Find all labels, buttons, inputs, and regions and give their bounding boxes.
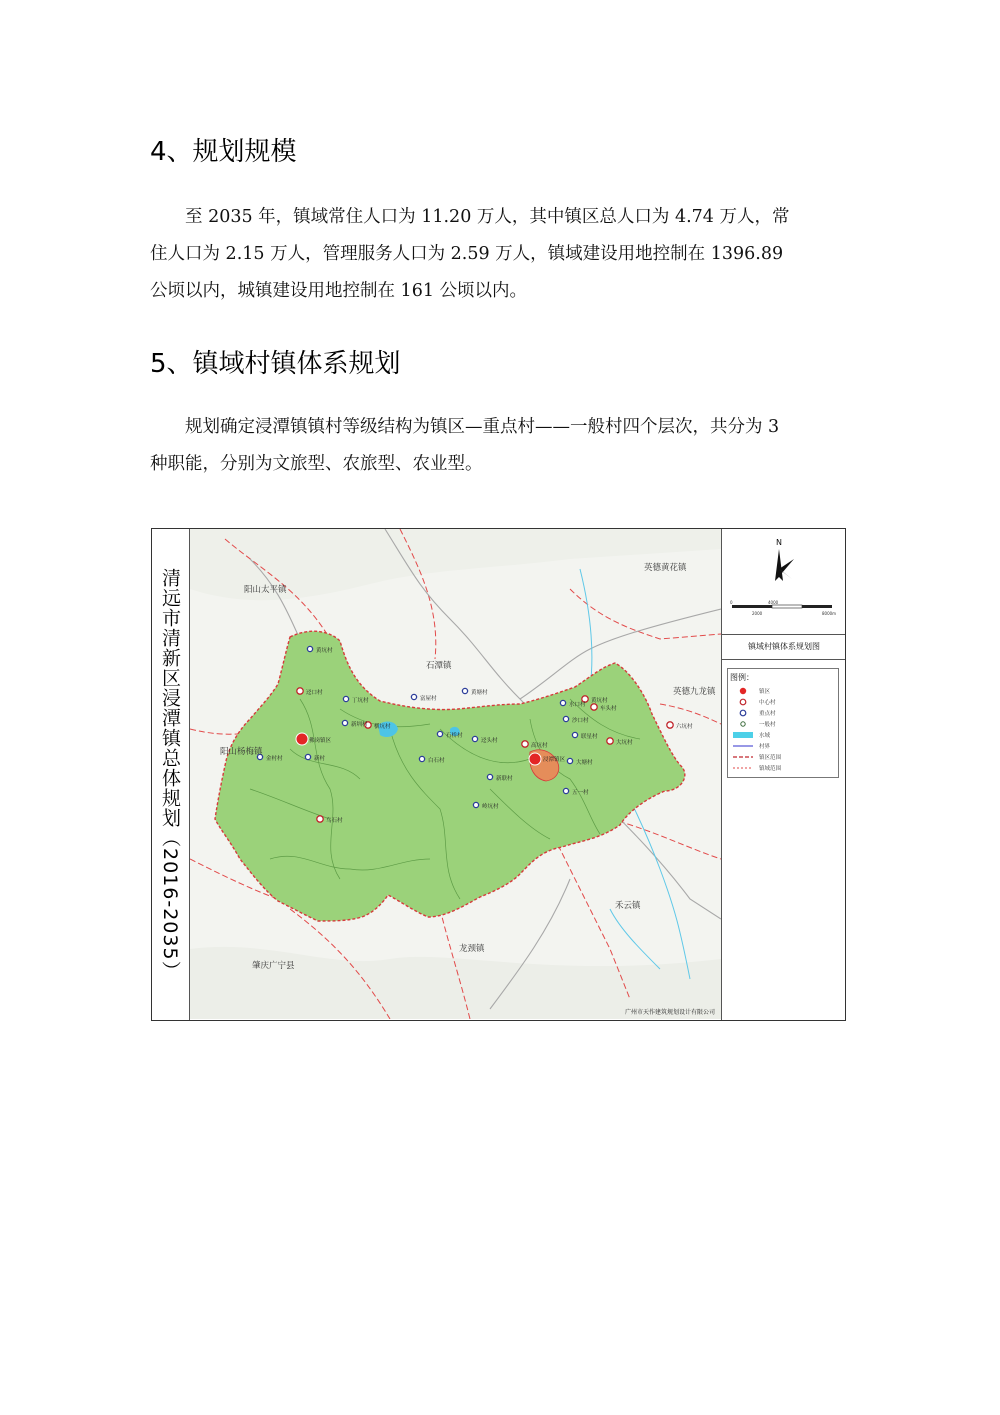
scale-label: 2000 [752,611,763,616]
town-center-marker [296,733,308,745]
village-label: 联星村 [581,734,598,740]
north-arrow-and-scale [722,529,846,619]
general-village-marker [462,688,467,693]
village-label: 金村村 [266,756,283,762]
legend-item-label: 水域 [759,732,771,739]
village-boundary-icon [732,742,754,750]
village-label: 石桥村 [446,733,463,739]
village-label: 黄塘村 [471,690,488,696]
scale-label: 0 [730,600,733,605]
map-title: 镇域村镇体系规划图 [748,642,820,651]
neighbor-label: 阳山太平镇 [244,585,287,595]
paragraph-line: 种职能，分别为文旅型、农旅型、农业型。 [150,454,483,474]
village-label: 横坑村 [374,724,391,730]
center-village-marker [522,741,528,747]
township-map [190,529,721,1019]
general-village-marker [473,802,478,807]
neighbor-label: 石潭镇 [426,661,452,671]
town-icon [732,687,754,695]
general-village-marker [563,716,568,721]
village-label: 大坑村 [616,740,633,746]
general-village-marker [305,754,310,759]
section-4-heading: 4、规划规模 [150,137,297,167]
village-label: 富屋村 [420,696,437,702]
legend-item [732,763,781,772]
center-icon [732,698,754,706]
legend-item-label: 中心村 [759,699,776,706]
village-label: 丁坑村 [352,698,369,704]
legend-item [732,752,781,761]
figure-vertical-title-strip [152,529,190,1020]
figure-credit: 广州市天作建筑规划设计有限公司 [624,1009,715,1016]
section-5-paragraph [150,409,850,483]
section-4-paragraph [150,199,850,310]
legend-item-label: 重点村 [759,710,776,717]
general-village-marker [342,720,347,725]
village-label: 黄坑村 [591,698,608,704]
legend-item [732,719,776,728]
general-village-marker [563,788,568,793]
scale-label: 4000 [768,600,779,605]
paragraph-line: 至 2035 年，镇域常住人口为 11.20 万人，其中镇区总人口为 4.74 万人，常 [185,207,790,227]
legend-item [732,741,770,750]
village-label: 黄坑村 [316,648,333,654]
village-label: 高坑村 [531,743,548,749]
water-icon [732,731,754,739]
village-label: 佛岗镇区 [309,738,332,744]
general-village-marker [411,694,416,699]
township-boundary-icon [732,764,754,772]
general-village-marker [567,758,572,763]
village-label: 迳口村 [306,690,323,696]
north-arrow-icon [775,549,783,581]
general-village-marker [343,696,348,701]
village-label: 车头村 [600,706,617,712]
neighbor-label: 英德黄花镇 [644,563,687,573]
paragraph-line: 公顷以内，城镇建设用地控制在 161 公顷以内。 [150,281,528,301]
village-label: 水口村 [569,702,586,708]
legend-item [732,730,770,739]
scale-bar-segment [732,605,772,608]
village-label: 新村 [314,756,326,762]
village-label: 白石村 [428,758,445,764]
legend-item [732,697,776,706]
village-label: 五一村 [572,790,589,796]
north-label: N [776,538,782,547]
general-village-marker [572,732,577,737]
scale-label: 8000m [822,611,837,616]
planning-map-figure [151,528,846,1021]
village-label: 迳头村 [481,738,498,744]
general-village-marker [472,736,477,741]
legend-divider [722,659,846,660]
general-village-marker [307,646,312,651]
village-label: 大塘村 [576,760,593,766]
center-village-marker [317,816,323,822]
legend-item-label: 村界 [759,743,771,750]
key-icon [732,709,754,717]
neighbor-label: 阳山杨梅镇 [220,747,263,757]
center-village-marker [607,738,613,744]
village-label: 浸潭镇区 [543,757,566,763]
village-label: 岭坑村 [482,804,499,810]
legend-item [732,686,770,695]
town-extent-icon [732,753,754,761]
general-village-marker [487,774,492,779]
legend-item-label: 镇域范围 [759,765,782,772]
center-village-marker [297,688,303,694]
legend-heading: 图例： [730,673,754,682]
general-village-marker [419,756,424,761]
figure-vertical-title: 清远市清新区浸潭镇总体规划（2016-2035） [159,568,181,981]
village-label: 六坑村 [676,724,693,730]
legend-item-label: 一般村 [759,721,776,728]
neighbor-label: 英德九龙镇 [673,687,716,697]
section-5-heading: 5、镇域村镇体系规划 [150,349,401,379]
village-label: 新圳村 [351,722,368,728]
legend-item-label: 镇区范围 [759,754,782,761]
neighbor-label: 肇庆广宁县 [252,961,295,971]
village-label: 新联村 [496,776,513,782]
center-village-marker [591,704,597,710]
scale-bar-segment [802,605,832,608]
scale-bar-segment [772,605,802,608]
legend-item [732,708,776,717]
neighbor-label: 龙颈镇 [459,944,485,954]
map-legend-panel [721,529,846,1021]
general-village-marker [560,700,565,705]
village-label: 沙口村 [572,718,589,724]
paragraph-line: 规划确定浸潭镇镇村等级结构为镇区—重点村——一般村四个层次，共分为 3 [185,417,780,437]
legend-divider [722,634,846,635]
legend-item-label: 镇区 [759,688,771,695]
neighbor-label: 禾云镇 [615,901,641,911]
compass-rose-icon [779,559,794,573]
paragraph-line: 住人口为 2.15 万人，管理服务人口为 2.59 万人，镇域建设用地控制在 1396.89 [150,244,784,264]
village-label: 乌石村 [326,818,343,824]
general-village-marker [437,731,442,736]
general-icon [732,720,754,728]
center-village-marker [667,722,673,728]
town-center-marker [529,753,541,765]
